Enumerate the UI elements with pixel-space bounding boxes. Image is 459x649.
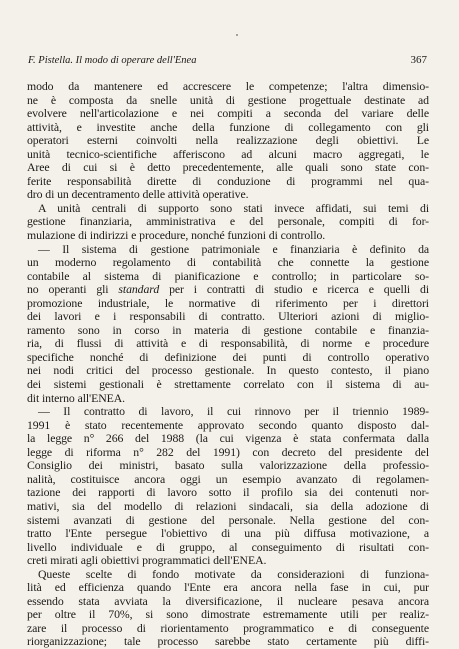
text-line: — Il sistema di gestione patrimoniale e finanziaria è definito da: [38, 241, 429, 256]
text-line: dei lavori e i responsabili di contratto. Ulteriori azioni di miglio-: [27, 309, 429, 324]
text-line: ria, di flussi di attività e di responsabilità, di norme e procedure: [27, 336, 429, 351]
paragraph: [27, 568, 429, 649]
text-line: riorganizzazione; tale processo sarebbe stato certamente più diffi-: [27, 634, 429, 649]
text-line: dro di un decentramento delle attività operative.: [27, 187, 249, 202]
text-line: ramento sono in corso in materia di gestione contabile e finanzia-: [27, 322, 429, 337]
page-number: 367: [410, 54, 427, 66]
text-line: no operanti gli standard per i contratti di studio e ricerca e quelli di: [27, 282, 429, 297]
paragraph: [27, 80, 429, 202]
text-line: unità tecnico-scientifiche afferiscono ad alcuni macro aggregati, le: [27, 146, 429, 161]
running-head-title: F. Pistella. Il modo di operare dell'Enea: [28, 55, 197, 66]
text-line: — Il contratto di lavoro, il cui rinnovo per il triennio 1989-: [38, 404, 429, 419]
text-line: legge di riforma n° 282 del 1991) con decreto del presidente del: [27, 444, 429, 459]
text-line: attività, e investite anche della funzione di collegamento con gli: [27, 119, 429, 134]
text-line: zare il processo di riorientamento programmatico e di conseguente: [27, 620, 429, 635]
paragraph: [27, 243, 429, 406]
body-text: [27, 80, 429, 649]
running-head: [28, 54, 431, 68]
text-line: un moderno regolamento di contabilità che connette la gestione: [27, 255, 429, 270]
text-line: lità ed efficienza quando l'Ente era ancora nella fase in cui, pur: [27, 580, 429, 595]
emphasis: standard: [118, 282, 160, 297]
text-line: Consiglio dei ministri, basato sulla valorizzazione della professio-: [27, 458, 429, 473]
text-line: ne è composta da snelle unità di gestione progettuale destinate ad: [27, 92, 429, 107]
text-line: Aree di cui si è detto precedentemente, alle quali sono state con-: [27, 160, 429, 175]
text-line: ferite responsabilità dirette di conduzione di programmi nel qua-: [27, 173, 429, 188]
text-line: dit interno all'ENEA.: [27, 390, 125, 405]
text-line: per oltre il 70%, si sono dimostrate estremamente utili per realiz-: [27, 607, 429, 622]
paragraph: [27, 405, 429, 568]
text-line: gestione finanziaria, amministrativa e del personale, compiti di for-: [27, 214, 429, 229]
text-line: tazione dei rapporti di lavoro sotto il profilo sia dei contenuti nor-: [27, 485, 429, 500]
text-line: essendo stata avviata la diversificazione, il nucleare pesava ancora: [27, 593, 429, 608]
text-line: creti mirati agli obiettivi programmatici dell'ENEA.: [27, 553, 267, 568]
text-line: A unità centrali di supporto sono stati invece affidati, sui temi di: [38, 200, 429, 215]
text-line: livello individuale e di gruppo, al conseguimento di risultati con-: [27, 539, 429, 554]
scan-speck: [236, 34, 238, 36]
text-line: contabile al sistema di pianificazione e controllo; in particolare so-: [27, 268, 429, 283]
text-line: mulazione di indirizzi e procedure, nonché funzioni di controllo.: [27, 228, 326, 243]
text-line: la legge n° 266 del 1988 (la cui vigenza è stata confermata dalla: [27, 431, 429, 446]
text-line: tratto l'Ente persegue l'obiettivo di una più diffusa motivazione, a: [27, 526, 429, 541]
text-line: dei sistemi gestionali è strettamente correlato con il sistema di au-: [27, 377, 429, 392]
text-line: promozione industriale, le normative di riferimento per i direttori: [27, 295, 429, 310]
text-line: sistemi avanzati di gestione del personale. Nella gestione del con-: [27, 512, 429, 527]
text-line: Queste scelte di fondo motivate da considerazioni di funziona-: [38, 566, 429, 581]
text-line: operatori esterni coinvolti nella realizzazione degli obiettivi. Le: [27, 133, 429, 148]
text-line: nei nodi critici del processo gestionale. In questo contesto, il piano: [27, 363, 429, 378]
text-line: specifiche nonché di definizione dei punti di controllo operativo: [27, 349, 429, 364]
text-line: nalità, costituisce ancora oggi un esempio avanzato di regolamen-: [27, 471, 429, 486]
text-line: modo da mantenere ed accrescere le competenze; l'altra dimensio-: [27, 79, 429, 93]
text-line: evolvere nell'articolazione e nei compiti a seconda del variare delle: [27, 106, 429, 121]
paragraph: [27, 202, 429, 243]
text-line: mativi, sia del modello di relazioni sindacali, sia della adozione di: [27, 498, 429, 513]
text-line: 1991 è stato recentemente approvato secondo quanto disposto dal-: [27, 417, 429, 432]
